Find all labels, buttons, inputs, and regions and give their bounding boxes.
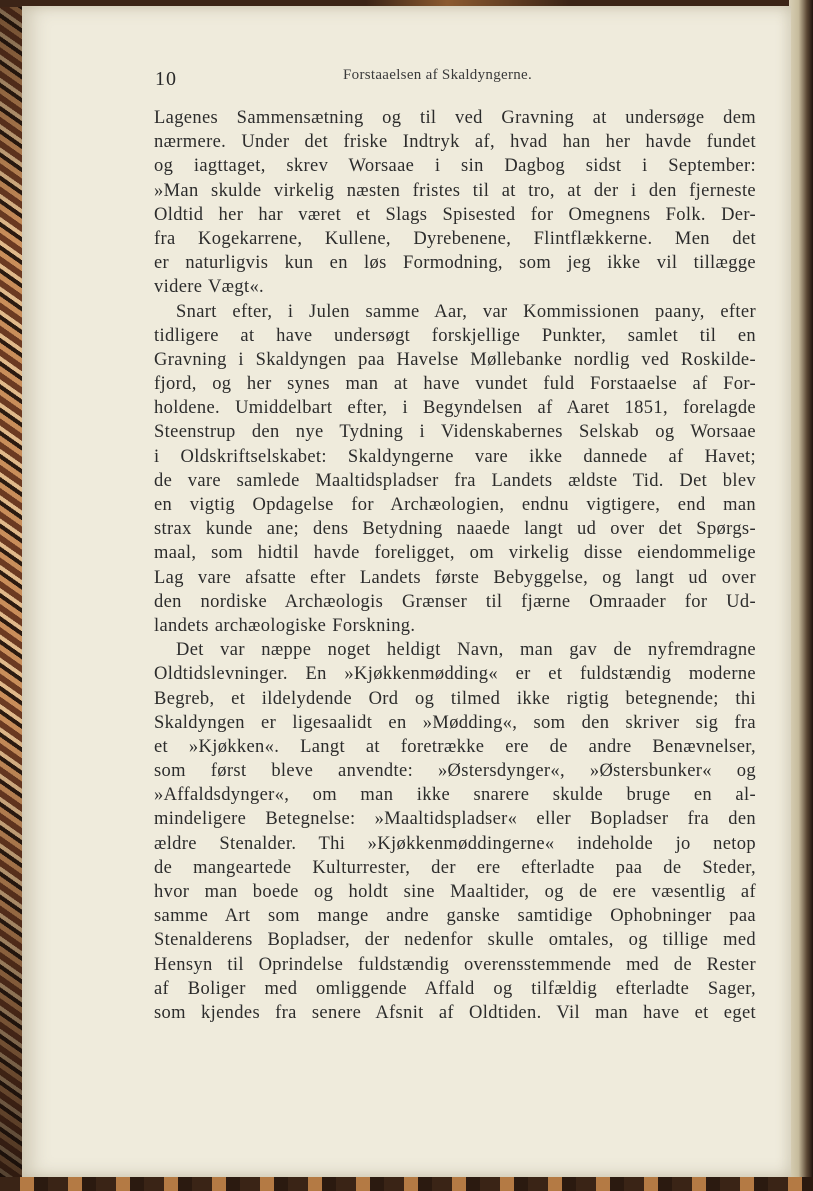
body-text: [154, 106, 756, 1025]
text-line: Skaldyngen er ligesaalidt en »Mødding«, som den skriver sig fra: [154, 712, 756, 733]
text-line: fra Kogekarrene, Kullene, Dyrebenene, Flintflækkerne. Men det: [154, 228, 756, 249]
text-line: i Oldskriftselskabet: Skaldyngerne vare ikke dannede af Havet;: [154, 446, 756, 467]
book-spine-edge: [0, 0, 22, 1191]
text-line: et »Kjøkken«. Langt at foretrække ere de andre Benævnelser,: [154, 736, 756, 757]
text-line: Det var næppe noget heldigt Navn, man gav de nyfremdragne: [176, 640, 756, 661]
text-line: fjord, og her synes man at have vundet fuld Forstaaelse af For-: [154, 374, 756, 395]
text-line: Oldtid her har været et Slags Spisested for Omegnens Folk. Der-: [154, 204, 756, 225]
book-fore-edge: [789, 0, 813, 1191]
text-line: samme Art som mange andre ganske samtidige Ophobninger paa: [154, 906, 756, 927]
text-line: nærmere. Under det friske Indtryk af, hvad han her havde fundet: [154, 132, 756, 153]
page-number: 10: [155, 68, 177, 90]
text-line: Stenalderens Bopladser, der nedenfor skulle omtales, og tillige med: [154, 930, 756, 951]
text-line: Lag vare afsatte efter Landets første Bebyggelse, og langt ud over: [154, 567, 756, 588]
text-line: »Affaldsdynger«, om man ikke snarere skulde bruge en al-: [154, 785, 756, 806]
text-line: som først bleve anvendte: »Østersdynger«, »Østersbunker« og: [154, 761, 756, 782]
text-line: strax kunde ane; dens Betydning naaede langt ud over det Spørgs-: [154, 519, 756, 540]
book-bottom-edge: [0, 1177, 813, 1191]
text-line: landets archæologiske Forskning.: [154, 615, 416, 636]
text-line: Lagenes Sammensætning og til ved Gravning at undersøge dem: [154, 108, 756, 128]
text-line: Snart efter, i Julen samme Aar, var Kommissionen paany, efter: [176, 301, 756, 322]
text-line: er naturligvis kun en løs Formodning, som jeg ikke vil tillægge: [154, 253, 756, 274]
text-line: Oldtidslevninger. En »Kjøkkenmødding« er et fuldstændig moderne: [154, 664, 756, 685]
text-line: de vare samlede Maaltidspladser fra Landets ældste Tid. Det blev: [154, 470, 756, 491]
text-line: Hensyn til Oprindelse fuldstændig overensstemmende med de Rester: [154, 954, 756, 975]
text-line: mindeligere Betegnelse: »Maaltidspladser« eller Bopladser fra den: [154, 809, 756, 830]
text-line: »Man skulde virkelig næsten fristes til at tro, at der i den fjerneste: [154, 180, 756, 201]
text-line: videre Vægt«.: [154, 277, 265, 298]
text-line: en vigtig Opdagelse for Archæologien, endnu vigtigere, end man: [154, 495, 756, 515]
text-line: Begreb, et ildelydende Ord og tilmed ikke rigtig betegnende; thi: [154, 688, 756, 709]
text-line: Gravning i Skaldyngen paa Havelse Møllebanke nordlig ved Roskilde-: [154, 349, 756, 370]
text-line: tidligere at have undersøgt forskjellige Punkter, samlet til en: [154, 325, 756, 346]
running-title: Forstaaelsen af Skaldyngerne.: [343, 67, 533, 83]
text-line: ældre Stenalder. Thi »Kjøkkenmøddingerne« indeholde jo netop: [154, 833, 756, 854]
text-line: maal, som hidtil havde foreligget, om virkelig disse eiendommelige: [154, 543, 756, 564]
text-line: de mangeartede Kulturrester, der ere efterladte paa de Steder,: [154, 857, 756, 878]
text-line: den nordiske Archæologis Grænser til fjærne Omraader for Ud-: [154, 591, 756, 612]
text-line: hvor man boede og holdt sine Maaltider, og de ere væsentlig af: [154, 882, 756, 902]
text-line: Steenstrup den nye Tydning i Videnskabernes Selskab og Worsaae: [154, 422, 756, 443]
text-line: holdene. Umiddelbart efter, i Begyndelsen af Aaret 1851, forelagde: [154, 398, 756, 419]
text-line: som kjendes fra senere Afsnit af Oldtiden. Vil man have et eget: [154, 1002, 756, 1023]
text-line: af Boliger med omliggende Affald og tilfældig efterladte Sager,: [154, 978, 756, 999]
text-line: og iagttaget, skrev Worsaae i sin Dagbog sidst i September:: [154, 156, 756, 177]
